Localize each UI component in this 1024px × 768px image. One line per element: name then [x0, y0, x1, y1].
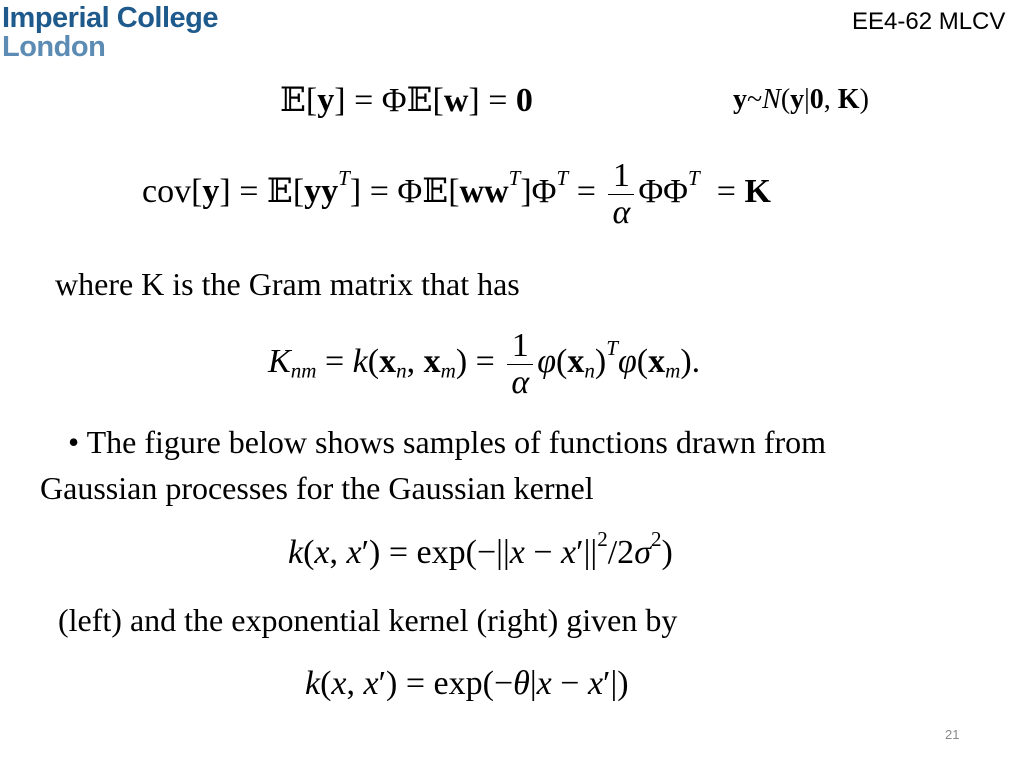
- college-logo: [2, 4, 218, 62]
- covariance-equation: $cov[y] = 𝔼[yy^T]$ = $\Phi 𝔼[ww^T]\Phi^T$ = $\frac{1}{\alpha}$ $\Phi\Phi^T = K$: [142, 157, 771, 231]
- kernel-caption: (left) and the exponential kernel (right) given by: [58, 602, 678, 638]
- gram-intro-text: where K is the Gram matrix that has: [55, 266, 520, 302]
- fraction: $\frac{1}{\alpha}$: [507, 328, 533, 400]
- fraction: $\frac{1}{\alpha}$: [608, 158, 634, 230]
- distribution-equation: y~N(y|0, K): [733, 84, 869, 115]
- exponential-kernel-equation: k(x, x′) = exp(−θ|x − x′|): [305, 665, 629, 702]
- gaussian-kernel-equation: k(x, $x') = \exp(-||x - x'||^2/2\sigma^2)$: [288, 527, 673, 571]
- logo-line-2: London: [2, 31, 106, 63]
- bullet-line-2: Gaussian processes for the Gaussian kernel: [40, 470, 594, 506]
- logo-line-1: Imperial College: [2, 2, 219, 34]
- gram-matrix-equation: $K_{nm} = k(x_n$, $x_m$) = $\frac{1}{\alpha}$ $\varphi(x_n)^T\varphi(x_m)$.: [268, 327, 701, 401]
- course-code: EE4-62 MLCV: [852, 8, 1006, 35]
- page-number: 21: [945, 727, 960, 742]
- bullet-line-1: • The figure below shows samples of functions drawn from: [68, 424, 827, 460]
- expectation-equation: 𝔼[y] = Φ𝔼[w] = 0: [280, 80, 533, 120]
